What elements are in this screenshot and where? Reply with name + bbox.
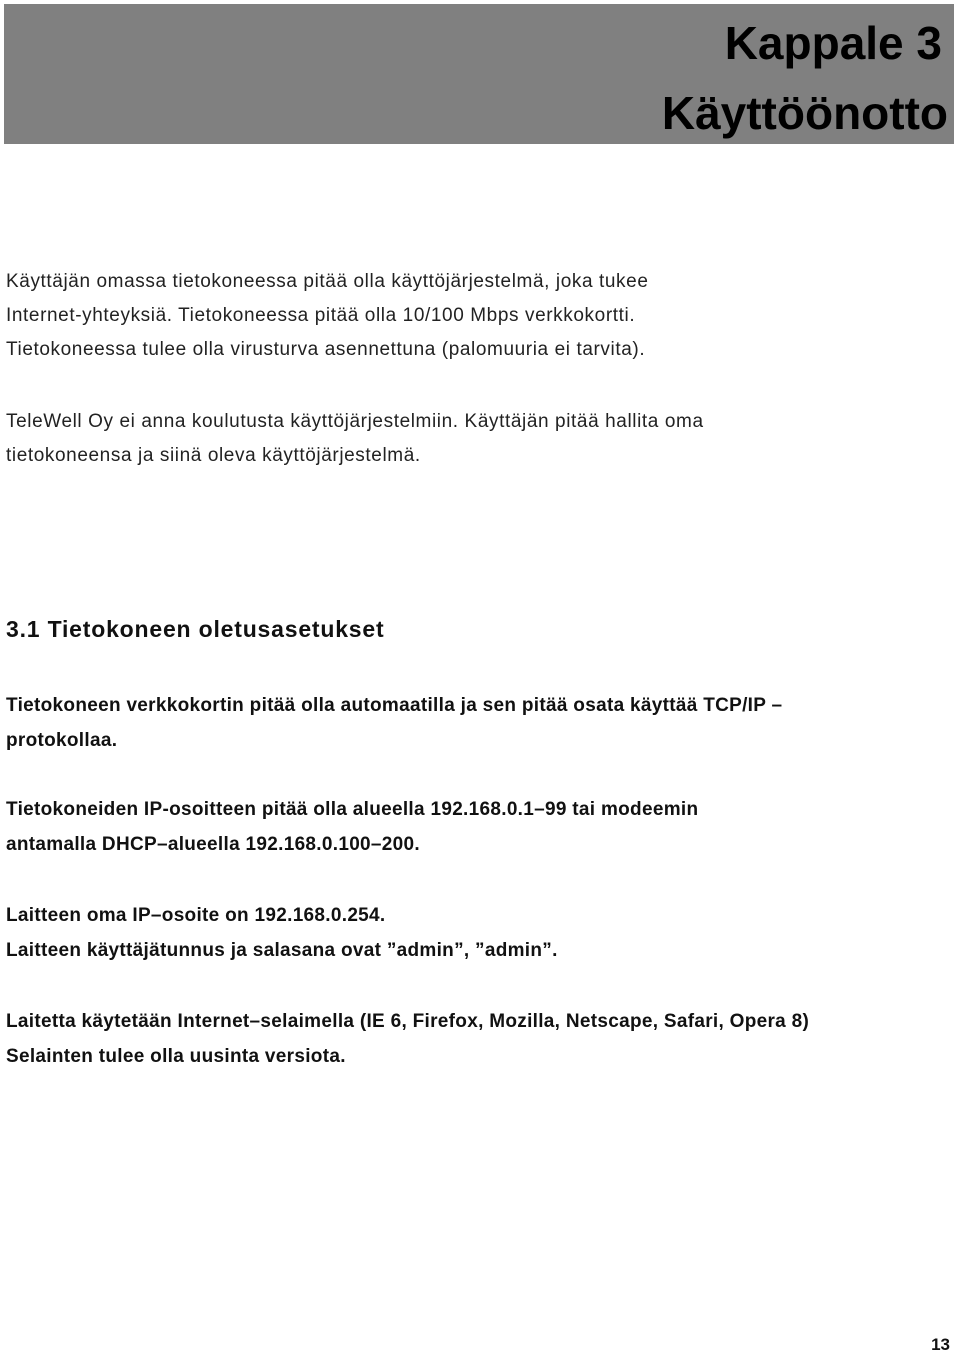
text-line: Tietokoneiden IP-osoitteen pitää olla alueella 192.168.0.1–99 tai modeemin: [6, 799, 699, 820]
intro-paragraph-1: [6, 265, 946, 367]
section-paragraph-4: [6, 1004, 956, 1074]
text-line: Laitteen käyttäjätunnus ja salasana ovat ”admin”, ”admin”.: [6, 940, 558, 961]
section-heading: 3.1 Tietokoneen oletusasetukset: [6, 616, 385, 642]
chapter-title: Käyttöönotto: [661, 87, 948, 139]
text-line: protokollaa.: [6, 730, 118, 751]
text-line: Internet-yhteyksiä. Tietokoneessa pitää olla 10/100 Mbps verkkokortti.: [6, 305, 636, 326]
text-line: TeleWell Oy ei anna koulutusta käyttöjärjestelmiin. Käyttäjän pitää hallita oma: [6, 411, 704, 432]
chapter-banner: [4, 4, 954, 144]
section-paragraph-1: [6, 688, 956, 758]
text-line: Selainten tulee olla uusinta versiota.: [6, 1046, 346, 1067]
text-line: antamalla DHCP–alueella 192.168.0.100–200.: [6, 834, 420, 855]
section-paragraph-3: [6, 898, 956, 968]
text-line: Tietokoneen verkkokortin pitää olla automaatilla ja sen pitää osata käyttää TCP/IP –: [6, 695, 783, 716]
intro-paragraph-2: [6, 405, 946, 473]
text-line: Tietokoneessa tulee olla virusturva asennettuna (palomuuria ei tarvita).: [6, 339, 646, 360]
text-line: Käyttäjän omassa tietokoneessa pitää olla käyttöjärjestelmä, joka tukee: [6, 271, 649, 292]
text-line: Laitetta käytetään Internet–selaimella (IE 6, Firefox, Mozilla, Netscape, Safari, Opera 8): [6, 1011, 810, 1032]
section-paragraph-2: [6, 792, 956, 862]
page-number: 13: [931, 1335, 950, 1354]
text-line: Laitteen oma IP–osoite on 192.168.0.254.: [6, 905, 386, 926]
chapter-label: Kappale 3: [724, 17, 942, 69]
text-line: tietokoneensa ja siinä oleva käyttöjärjestelmä.: [6, 445, 421, 466]
